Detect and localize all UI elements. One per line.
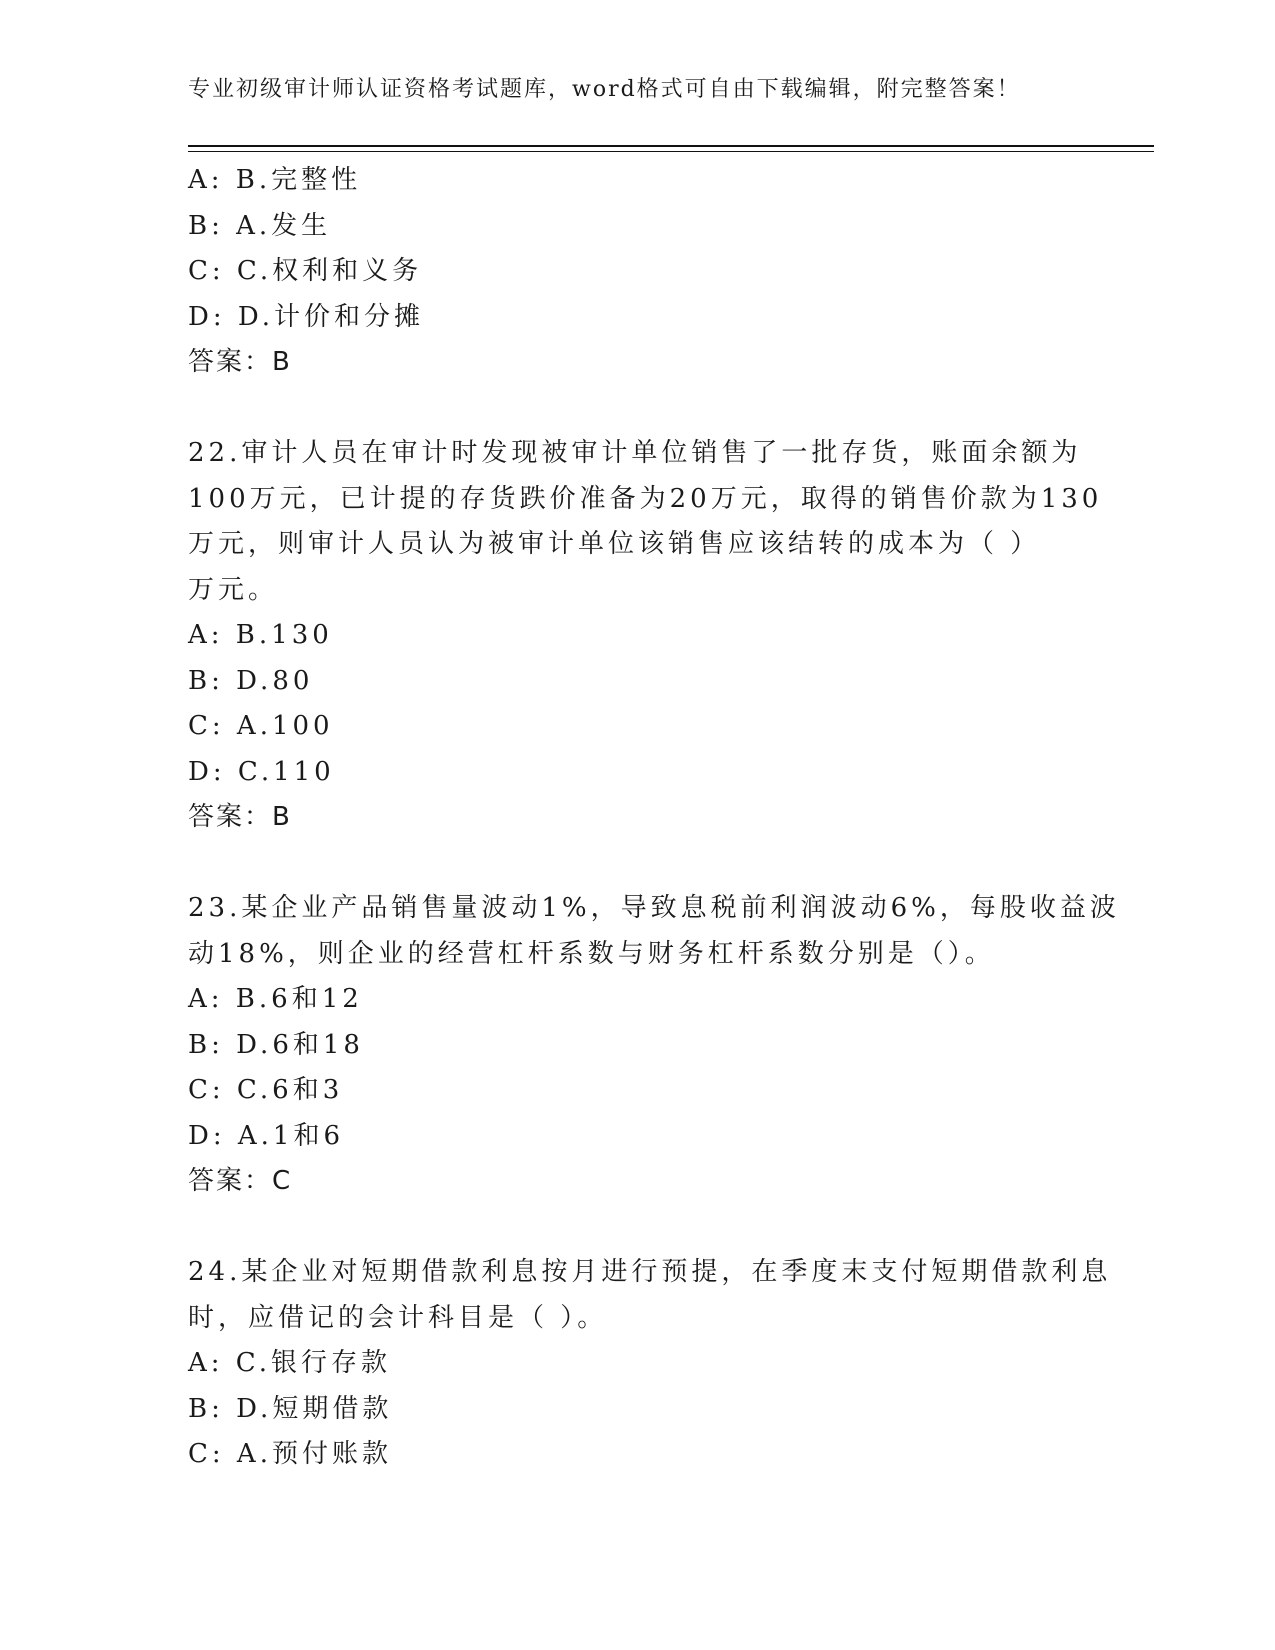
q23-stem-line-2: 动18%，则企业的经营杠杆系数与财务杠杆系数分别是（）。 <box>188 938 995 969</box>
question-content <box>188 158 1120 1478</box>
q24-option-a: A: C.银行存款 <box>188 1348 392 1378</box>
q22-stem-line-3: 万元，则审计人员认为被审计单位该销售应该结转的成本为（ ） <box>188 529 1041 559</box>
q23-option-b: B: D.6和18 <box>188 1029 364 1060</box>
q22-answer: 答案：B <box>188 802 292 832</box>
q21-answer: 答案：B <box>188 347 292 377</box>
q24-option-b: B: D.短期借款 <box>188 1393 393 1424</box>
q21-option-c: C: C.权利和义务 <box>188 256 423 286</box>
q23-option-c: C: C.6和3 <box>188 1075 344 1105</box>
q22-option-b: B: D.80 <box>188 665 314 696</box>
spacer <box>188 1205 1088 1251</box>
q23-option-d: D: A.1和6 <box>188 1120 344 1151</box>
q21-option-a: A: B.完整性 <box>188 165 362 195</box>
spacer <box>188 841 1088 887</box>
q21-option-b: B: A.发生 <box>188 210 332 241</box>
header-rule <box>188 145 1154 147</box>
q22-stem-line-2: 100万元，已计提的存货跌价准备为20万元，取得的销售价款为130 <box>188 483 1103 514</box>
spacer <box>188 386 1088 432</box>
q24-stem-line-1: 24.某企业对短期借款利息按月进行预提，在季度末支付短期借款利息 <box>188 1257 1112 1287</box>
q22-stem-line-1: 22.审计人员在审计时发现被审计单位销售了一批存货，账面余额为 <box>188 438 1082 468</box>
q22-option-a: A: B.130 <box>188 620 333 650</box>
q22-option-d: D: C.110 <box>188 756 335 787</box>
q22-option-c: C: A.100 <box>188 711 334 741</box>
q23-stem-line-1: 23.某企业产品销售量波动1%，导致息税前利润波动6%，每股收益波 <box>188 893 1120 923</box>
q22-stem-line-4: 万元。 <box>188 574 279 605</box>
header-rule-thin <box>188 151 1154 152</box>
q21-option-d: D: D.计价和分摊 <box>188 301 425 332</box>
q23-answer: 答案：C <box>188 1166 293 1196</box>
q24-stem-line-2: 时，应借记的会计科目是（ ）。 <box>188 1302 608 1333</box>
q24-option-c: C: A.预付账款 <box>188 1439 392 1469</box>
page-header: 专业初级审计师认证资格考试题库，word格式可自由下载编辑，附完整答案！ <box>188 77 1021 102</box>
q23-option-a: A: B.6和12 <box>188 984 363 1014</box>
